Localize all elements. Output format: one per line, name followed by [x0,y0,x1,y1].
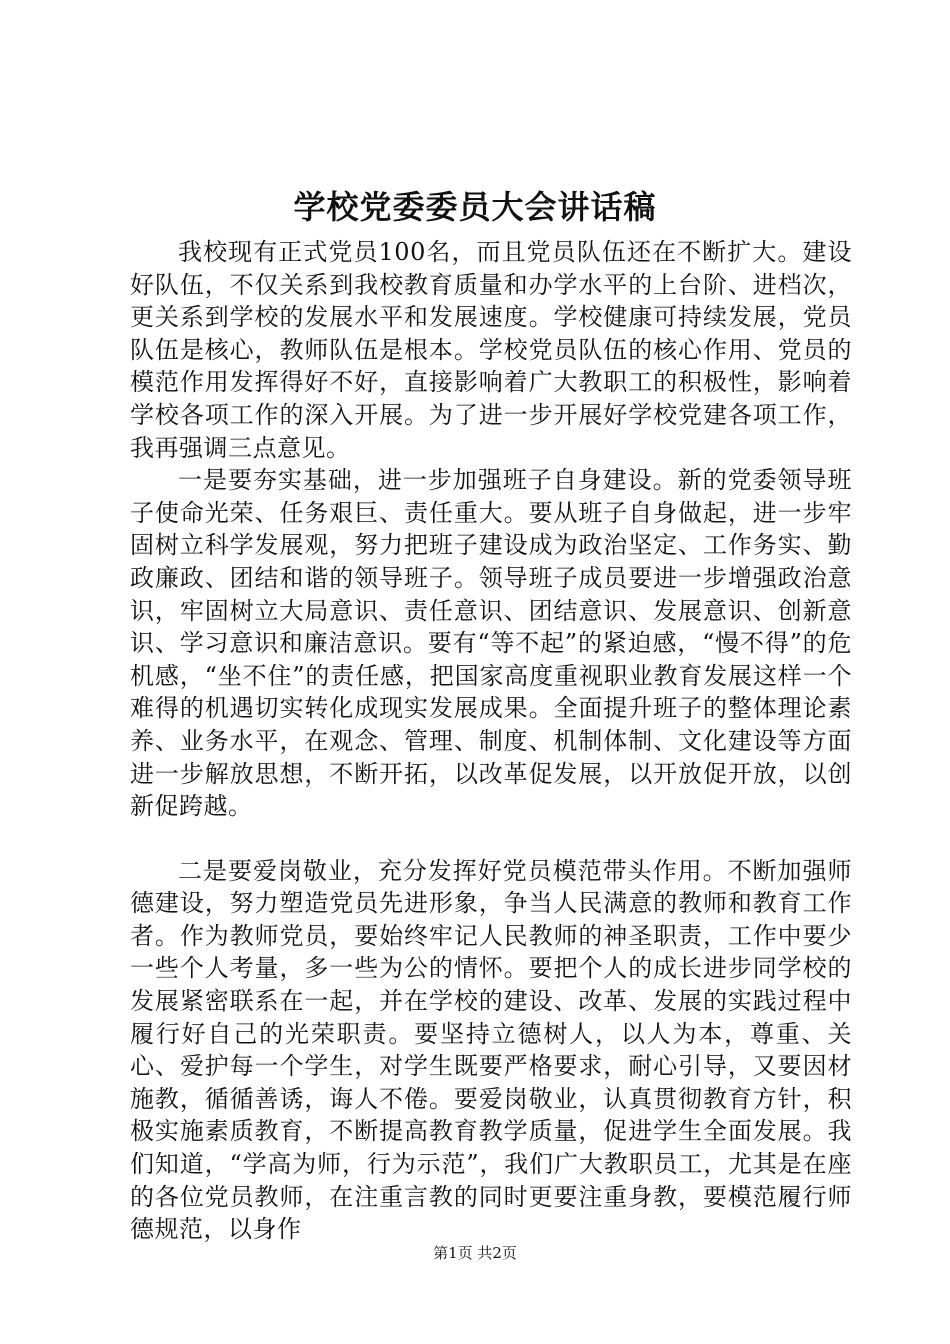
paragraph-point-two: 二是要爱岗敬业，充分发挥好党员模范带头作用。不断加强师德建设，努力塑造党员先进形象，争当人民满意的教师和教育工作者。作为教师党员，要始终牢记人民教师的神圣职责，工作中要少一些个人考量，多一些为公的情怀。要把个人的成长进步同学校的发展紧密联系在一起，并在学校的建设、改革、发展的实践过程中履行好自己的光荣职责。要坚持立德树人，以人为本，尊重、关心、爱护每一个学生，对学生既要严格要求，耐心引导，又要因材施教，循循善诱，诲人不倦。要爱岗敬业，认真贯彻教育方针，积极实施素质教育，不断提高教育教学质量，促进学生全面发展。我们知道，“学高为师，行为示范”，我们广大教职员工，尤其是在座的各位党员教师，在注重言教的同时更要注重身教，要模范履行师德规范，以身作 [130,856,852,1244]
paragraph-intro: 我校现有正式党员100名，而且党员队伍还在不断扩大。建设好队伍，不仅关系到我校教育质量和办学水平的上台阶、进档次，更关系到学校的发展水平和发展速度。学校健康可持续发展，党员队伍是核心，教师队伍是根本。学校党员队伍的核心作用、党员的模范作用发挥得好不好，直接影响着广大教职工的积极性，影响着学校各项工作的深入开展。为了进一步开展好学校党建各项工作，我再强调三点意见。 [130,238,852,462]
document-body [130,236,852,1246]
paragraph-point-one: 一是要夯实基础，进一步加强班子自身建设。新的党委领导班子使命光荣、任务艰巨、责任重大。要从班子自身做起，进一步牢固树立科学发展观，努力把班子建设成为政治坚定、工作务实、勤政廉政、团结和谐的领导班子。领导班子成员要进一步增强政治意识，牢固树立大局意识、责任意识、团结意识、发展意识、创新意识、学习意识和廉洁意识。要有“等不起”的紧迫感，“慢不得”的危机感，“坐不住”的责任感，把国家高度重视职业教育发展这样一个难得的机遇切实转化成现实发展成果。全面提升班子的整体理论素养、业务水平，在观念、管理、制度、机制体制、文化建设等方面进一步解放思想，不断开拓，以改革促发展，以开放促开放，以创新促跨越。 [130,466,852,821]
page-number-footer: 第1页 共2页 [433,1244,517,1262]
document-title: 学校党委委员大会讲话稿 [293,188,657,226]
